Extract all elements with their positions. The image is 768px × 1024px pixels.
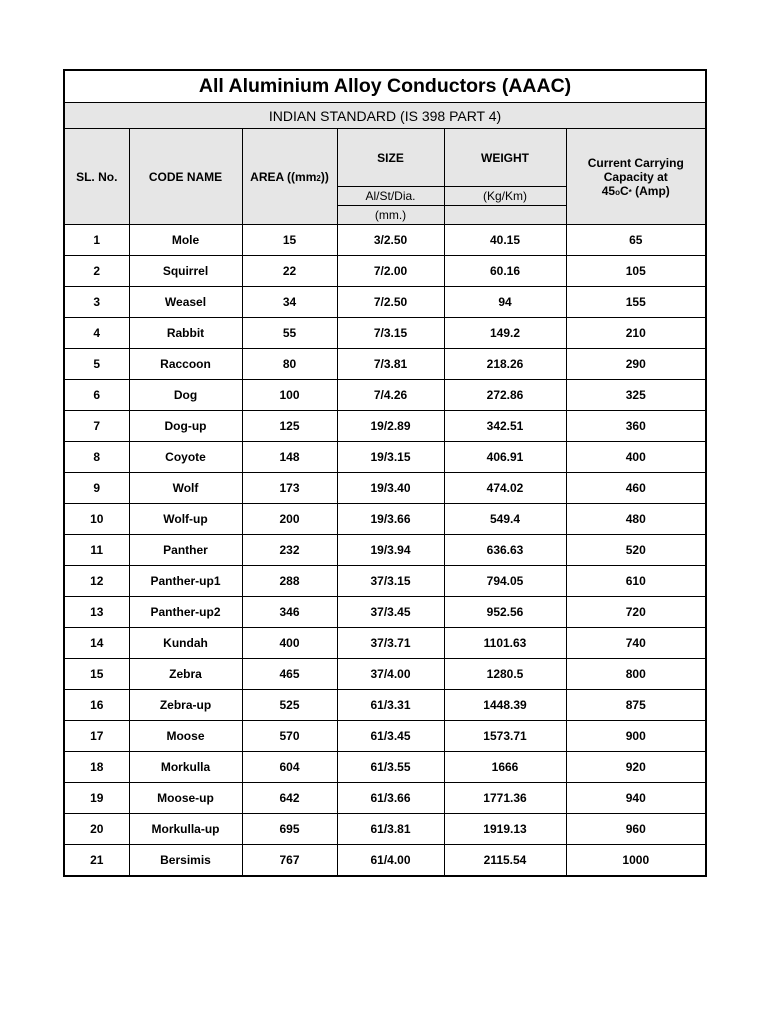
weight-cell: 474.02	[444, 473, 566, 504]
table-row	[64, 318, 706, 349]
size-cell: 7/4.26	[337, 380, 444, 411]
table-row	[64, 783, 706, 814]
conductor-table-sheet	[63, 69, 705, 877]
sl-no-cell: 7	[64, 411, 129, 442]
code-name-cell: Wolf	[129, 473, 242, 504]
code-name-cell: Squirrel	[129, 256, 242, 287]
code-name-cell: Moose	[129, 721, 242, 752]
size-cell: 19/2.89	[337, 411, 444, 442]
capacity-cell: 360	[566, 411, 706, 442]
table-row	[64, 566, 706, 597]
capacity-cell: 960	[566, 814, 706, 845]
weight-cell: 406.91	[444, 442, 566, 473]
area-cell: 465	[242, 659, 337, 690]
area-cell: 695	[242, 814, 337, 845]
capacity-cell: 920	[566, 752, 706, 783]
area-cell: 80	[242, 349, 337, 380]
table-row	[64, 721, 706, 752]
capacity-cell: 520	[566, 535, 706, 566]
sl-no-cell: 11	[64, 535, 129, 566]
sl-no-cell: 16	[64, 690, 129, 721]
sl-no-cell: 4	[64, 318, 129, 349]
code-name-cell: Moose-up	[129, 783, 242, 814]
area-cell: 346	[242, 597, 337, 628]
sl-no-cell: 17	[64, 721, 129, 752]
sl-no-cell: 15	[64, 659, 129, 690]
table-row	[64, 349, 706, 380]
size-cell: 37/3.15	[337, 566, 444, 597]
sl-no-cell: 14	[64, 628, 129, 659]
sl-no-cell: 18	[64, 752, 129, 783]
capacity-cell: 480	[566, 504, 706, 535]
weight-cell: 794.05	[444, 566, 566, 597]
code-name-cell: Zebra	[129, 659, 242, 690]
weight-cell: 549.4	[444, 504, 566, 535]
weight-cell: 952.56	[444, 597, 566, 628]
weight-cell: 1280.5	[444, 659, 566, 690]
weight-cell: 272.86	[444, 380, 566, 411]
code-name-cell: Raccoon	[129, 349, 242, 380]
weight-cell: 1101.63	[444, 628, 566, 659]
area-cell: 173	[242, 473, 337, 504]
table-title: All Aluminium Alloy Conductors (AAAC)	[64, 70, 706, 103]
code-name-cell: Rabbit	[129, 318, 242, 349]
area-cell: 570	[242, 721, 337, 752]
weight-cell: 2115.54	[444, 845, 566, 877]
table-row	[64, 535, 706, 566]
code-name-cell: Panther-up2	[129, 597, 242, 628]
area-cell: 400	[242, 628, 337, 659]
code-name-cell: Mole	[129, 225, 242, 256]
weight-cell: 1448.39	[444, 690, 566, 721]
code-name-cell: Morkulla-up	[129, 814, 242, 845]
sl-no-cell: 20	[64, 814, 129, 845]
area-cell: 34	[242, 287, 337, 318]
code-name-cell: Zebra-up	[129, 690, 242, 721]
table-body	[64, 225, 706, 877]
table-row	[64, 256, 706, 287]
code-name-cell: Bersimis	[129, 845, 242, 877]
weight-cell: 1771.36	[444, 783, 566, 814]
sl-no-cell: 6	[64, 380, 129, 411]
weight-cell: 342.51	[444, 411, 566, 442]
capacity-cell: 325	[566, 380, 706, 411]
capacity-cell: 900	[566, 721, 706, 752]
sl-no-cell: 9	[64, 473, 129, 504]
code-name-cell: Panther-up1	[129, 566, 242, 597]
table-row	[64, 845, 706, 877]
header-size-unit: (mm.)	[337, 206, 444, 225]
header-weight: WEIGHT	[444, 129, 566, 187]
weight-cell: 94	[444, 287, 566, 318]
area-cell: 767	[242, 845, 337, 877]
size-cell: 61/4.00	[337, 845, 444, 877]
capacity-cell: 610	[566, 566, 706, 597]
table-row	[64, 442, 706, 473]
header-capacity: Current Carrying Capacity at 45oC* (Amp)	[566, 129, 706, 225]
table-row	[64, 287, 706, 318]
table-row	[64, 225, 706, 256]
code-name-cell: Wolf-up	[129, 504, 242, 535]
header-code-name: CODE NAME	[129, 129, 242, 225]
weight-cell: 1573.71	[444, 721, 566, 752]
area-cell: 525	[242, 690, 337, 721]
weight-cell: 218.26	[444, 349, 566, 380]
weight-cell: 60.16	[444, 256, 566, 287]
area-cell: 100	[242, 380, 337, 411]
capacity-cell: 940	[566, 783, 706, 814]
capacity-cell: 155	[566, 287, 706, 318]
table-row	[64, 814, 706, 845]
area-cell: 288	[242, 566, 337, 597]
capacity-cell: 800	[566, 659, 706, 690]
capacity-cell: 400	[566, 442, 706, 473]
code-name-cell: Coyote	[129, 442, 242, 473]
code-name-cell: Kundah	[129, 628, 242, 659]
size-cell: 37/4.00	[337, 659, 444, 690]
size-cell: 7/2.00	[337, 256, 444, 287]
table-row	[64, 473, 706, 504]
table-row	[64, 597, 706, 628]
size-cell: 61/3.66	[337, 783, 444, 814]
size-cell: 19/3.40	[337, 473, 444, 504]
capacity-cell: 460	[566, 473, 706, 504]
capacity-cell: 210	[566, 318, 706, 349]
sl-no-cell: 21	[64, 845, 129, 877]
code-name-cell: Panther	[129, 535, 242, 566]
sl-no-cell: 12	[64, 566, 129, 597]
header-weight-unit: (Kg/Km)	[444, 187, 566, 206]
area-cell: 22	[242, 256, 337, 287]
size-cell: 7/3.81	[337, 349, 444, 380]
area-cell: 604	[242, 752, 337, 783]
sl-no-cell: 2	[64, 256, 129, 287]
standard-subtitle: INDIAN STANDARD (IS 398 PART 4)	[64, 103, 706, 129]
capacity-cell: 105	[566, 256, 706, 287]
area-cell: 232	[242, 535, 337, 566]
size-cell: 19/3.66	[337, 504, 444, 535]
weight-cell: 1919.13	[444, 814, 566, 845]
area-cell: 125	[242, 411, 337, 442]
table-row	[64, 659, 706, 690]
table-row	[64, 504, 706, 535]
sl-no-cell: 5	[64, 349, 129, 380]
size-cell: 37/3.45	[337, 597, 444, 628]
table-row	[64, 752, 706, 783]
table-row	[64, 380, 706, 411]
header-size-sub: Al/St/Dia.	[337, 187, 444, 206]
sl-no-cell: 19	[64, 783, 129, 814]
table-row	[64, 628, 706, 659]
size-cell: 61/3.81	[337, 814, 444, 845]
area-cell: 148	[242, 442, 337, 473]
code-name-cell: Weasel	[129, 287, 242, 318]
area-cell: 55	[242, 318, 337, 349]
header-size: SIZE	[337, 129, 444, 187]
size-cell: 61/3.31	[337, 690, 444, 721]
table-row	[64, 690, 706, 721]
size-cell: 7/2.50	[337, 287, 444, 318]
capacity-cell: 875	[566, 690, 706, 721]
size-cell: 37/3.71	[337, 628, 444, 659]
sl-no-cell: 8	[64, 442, 129, 473]
size-cell: 3/2.50	[337, 225, 444, 256]
weight-cell: 1666	[444, 752, 566, 783]
size-cell: 61/3.55	[337, 752, 444, 783]
header-sl-no: SL. No.	[64, 129, 129, 225]
size-cell: 7/3.15	[337, 318, 444, 349]
size-cell: 61/3.45	[337, 721, 444, 752]
area-cell: 15	[242, 225, 337, 256]
weight-cell: 40.15	[444, 225, 566, 256]
code-name-cell: Morkulla	[129, 752, 242, 783]
capacity-cell: 1000	[566, 845, 706, 877]
header-weight-blank	[444, 206, 566, 225]
code-name-cell: Dog-up	[129, 411, 242, 442]
conductor-table	[63, 69, 707, 877]
capacity-cell: 290	[566, 349, 706, 380]
capacity-cell: 65	[566, 225, 706, 256]
area-cell: 642	[242, 783, 337, 814]
size-cell: 19/3.15	[337, 442, 444, 473]
code-name-cell: Dog	[129, 380, 242, 411]
header-area: AREA ((mm2))	[242, 129, 337, 225]
weight-cell: 149.2	[444, 318, 566, 349]
sl-no-cell: 10	[64, 504, 129, 535]
sl-no-cell: 1	[64, 225, 129, 256]
table-row	[64, 411, 706, 442]
area-cell: 200	[242, 504, 337, 535]
sl-no-cell: 3	[64, 287, 129, 318]
weight-cell: 636.63	[444, 535, 566, 566]
size-cell: 19/3.94	[337, 535, 444, 566]
capacity-cell: 720	[566, 597, 706, 628]
capacity-cell: 740	[566, 628, 706, 659]
sl-no-cell: 13	[64, 597, 129, 628]
